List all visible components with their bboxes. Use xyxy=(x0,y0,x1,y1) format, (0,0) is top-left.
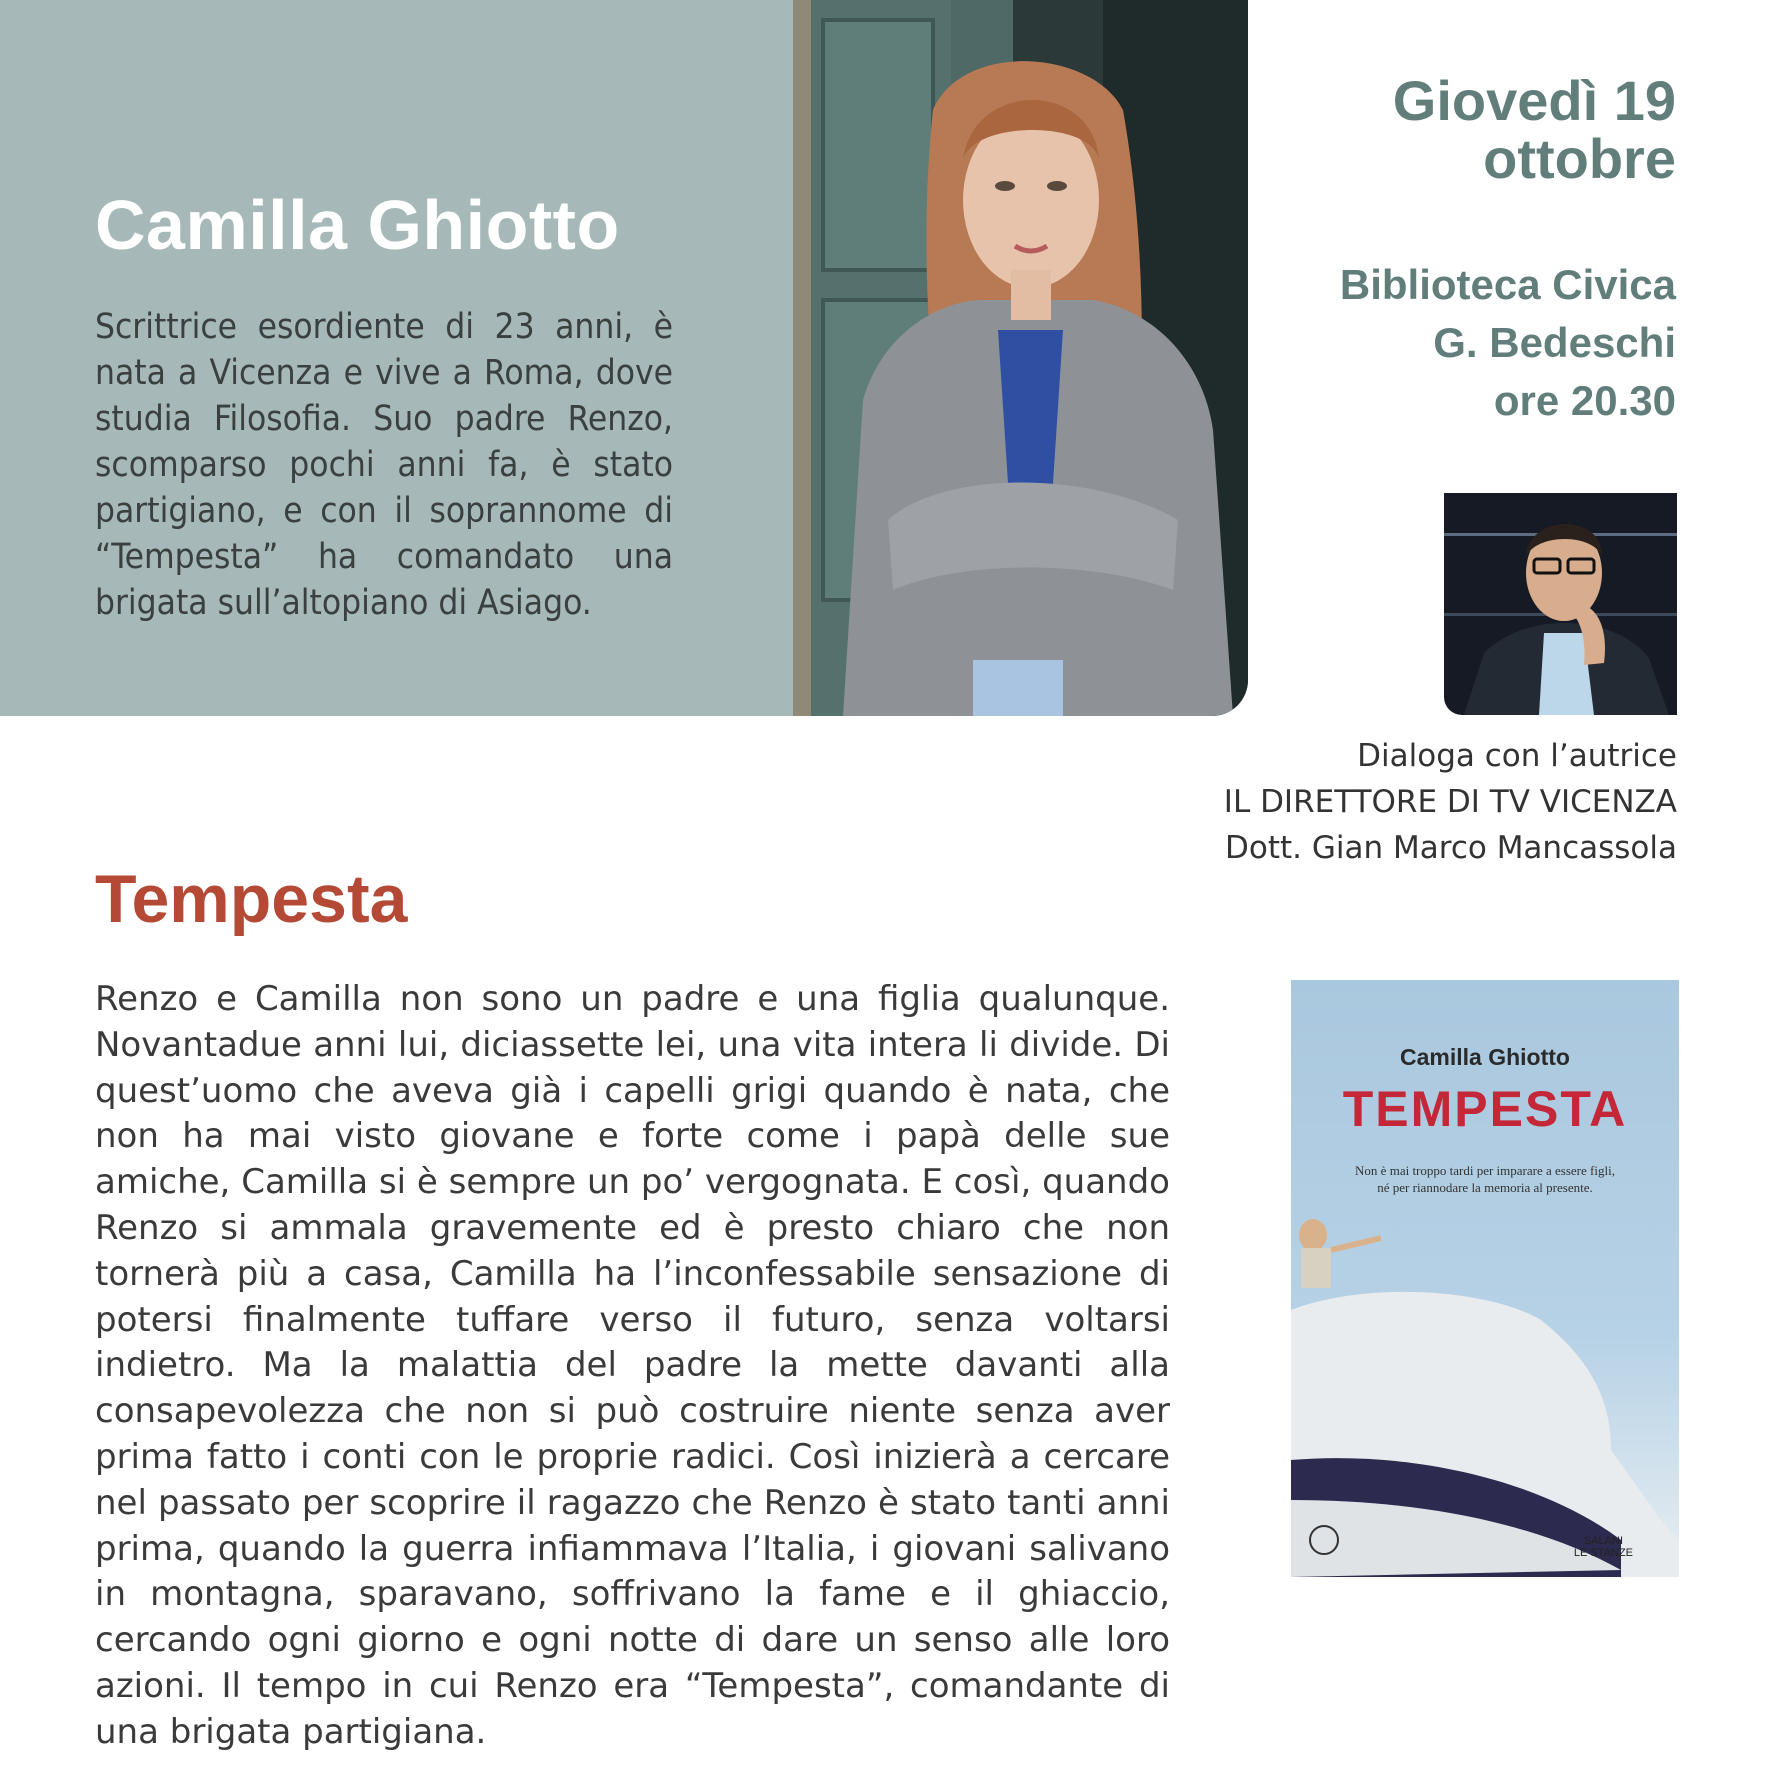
moderator-role: Dialoga con l’autrice xyxy=(1357,738,1677,774)
publisher-name: SALANI xyxy=(1583,1535,1624,1547)
event-date-day: Giovedì 19 xyxy=(1392,69,1676,132)
moderator-photo xyxy=(1444,493,1677,715)
cover-tagline xyxy=(1321,1162,1649,1196)
author-name: Camilla Ghiotto xyxy=(95,186,620,264)
event-date-month: ottobre xyxy=(1483,127,1676,190)
cover-publisher xyxy=(1574,1535,1633,1559)
author-bio: Scrittrice esordiente di 23 anni, è nata a Vicenza e vive a Roma, dove studia Filosofia. Suo padre Renzo, scomparso pochi anni fa, è stato partigiano, e con il soprannome di “Tempesta” ha comandato una brigata sull’altopiano di Asiago. xyxy=(95,307,673,623)
cover-author: Camilla Ghiotto xyxy=(1400,1044,1570,1070)
book-synopsis: Renzo e Camilla non sono un padre e una figlia qualunque. Novantadue anni lui, diciassette lei, una vita intera li divide. Di quest’uomo che aveva già i capelli grigi quando è nata, che non ha mai visto giovane e forte come i papà delle sue amiche, Camilla si è sempre un po’ vergognata. E così, quando Renzo si ammala gravemente ed è presto chiaro che non tornerà più a casa, Camilla ha l’inconfessabile sensazione di potersi finalmente tuffare verso il futuro, senza voltarsi indietro. Ma la malattia del padre la mette davanti alla consapevolezza che non si può costruire niente senza aver prima fatto i conti con le proprie radici. Così inizierà a cercare nel passato per scoprire il ragazzo che Renzo è stato tanti anni prima, quando la guerra infiammava l’Italia, i giovani salivano in montagna, sparavano, soffrivano la fame e il ghiaccio, cercando ogni giorno e ogni notte di dare un senso alle loro azioni. Il tempo in cui Renzo era “Tempesta”, comandante di una brigata partigiana. xyxy=(95,979,1170,1752)
cover-tagline-line1: Non è mai troppo tardi per imparare a essere figli, xyxy=(1355,1163,1615,1178)
book-cover xyxy=(1291,980,1679,1577)
publisher-series: LE STANZE xyxy=(1573,1547,1633,1559)
cover-title: TEMPESTA xyxy=(1342,1081,1628,1137)
moderator-title: IL DIRETTORE DI TV VICENZA xyxy=(1223,784,1677,820)
moderator-info xyxy=(1224,733,1677,871)
author-photo xyxy=(793,0,1248,716)
publisher-logo-icon xyxy=(1309,1525,1339,1555)
event-date xyxy=(1392,69,1676,190)
event-time: ore 20.30 xyxy=(1493,377,1676,424)
book-title: Tempesta xyxy=(95,861,408,937)
event-venue xyxy=(1340,256,1676,430)
cover-tagline-line2: né per riannodare la memoria al presente. xyxy=(1377,1180,1593,1195)
author-panel xyxy=(0,0,1248,716)
venue-name-detail: G. Bedeschi xyxy=(1433,319,1676,366)
venue-name: Biblioteca Civica xyxy=(1339,261,1676,308)
moderator-name: Dott. Gian Marco Mancassola xyxy=(1225,830,1677,866)
